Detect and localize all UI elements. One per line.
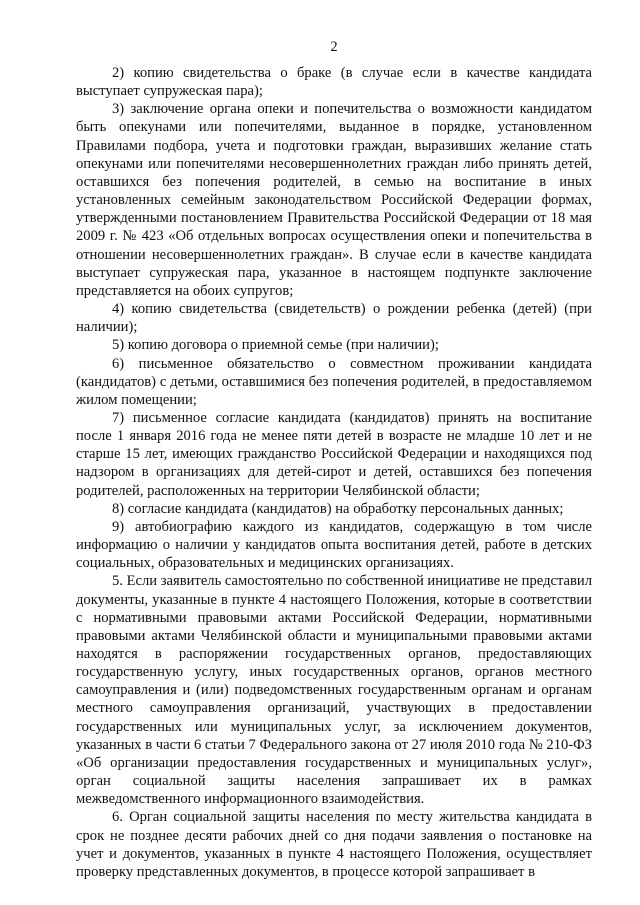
paragraph-item-8: 8) согласие кандидата (кандидатов) на обработку персональных данных; — [112, 500, 564, 517]
paragraph-item-9: 9) автобиографию каждого из кандидатов, содержащую в том числе информацию о наличии у кандидатов опыта воспитания детей, работе в детских социальных, образовательных и медицинских организациях. — [76, 518, 592, 572]
paragraph-clause-6: 6. Орган социальной защиты населения по месту жительства кандидата в срок не позднее десяти рабочих дней со дня подачи заявления о постановке на учет и документов, указанных в пункте 4 настоящего Положения, осуществляет проверку представленных документов, в процессе которой запрашивает в — [76, 809, 592, 880]
paragraph-item-4: 4) копию свидетельства (свидетельств) о рождении ребенка (детей) (при наличии); — [76, 301, 592, 336]
page-number: 2 — [330, 39, 338, 55]
paragraph-item-7: 7) письменное согласие кандидата (кандидатов) принять на воспитание после 1 января 2016 года не менее пяти детей в возрасте не младше 10 лет и не старше 15 лет, имеющих гражданство Российской Федерации и находящихся под надзором в организациях для детей-сирот и детей, оставшихся без попечения родителей, расположенных на территории Челябинской области; — [76, 409, 592, 499]
document-page — [76, 38, 592, 881]
paragraph-item-2: 2) копию свидетельства о браке (в случае если в качестве кандидата выступает супружеская пара); — [76, 65, 592, 100]
paragraph-item-6: 6) письменное обязательство о совместном проживании кандидата (кандидатов) с детьми, оставшимися без попечения родителей, в предоставляемом жилом помещении; — [76, 355, 592, 408]
paragraph-item-3: 3) заключение органа опеки и попечительства о возможности кандидатом быть опекунами или попечителями, выданное в порядке, установленном Правилами подбора, учета и подготовки граждан, выразивших желание стать опекунами или попечителями несовершеннолетних граждан либо принять детей, оставшихся без попечения родителей, в семью на воспитание в иных установленных семейным законодательством Российской Федерации формах, утвержденными постановлением Правительства Российской Федерации от 18 мая 2009 г. № 423 «Об отдельных вопросах осуществления опеки и попечительства в отношении несовершеннолетних граждан». В случае если в качестве кандидата выступает супружеская пара, указанное в настоящем подпункте заключение представляется на обоих супругов; — [76, 101, 592, 299]
paragraph-clause-5: 5. Если заявитель самостоятельно по собственной инициативе не представил документы, указанные в пункте 4 настоящего Положения, которые в соответствии с нормативными правовыми актами Российской Федерации, нормативными правовыми актами Челябинской области и муниципальными правовыми актами находятся в распоряжении государственных органов, предоставляющих государственную услугу, иных государственных органов, органов местного самоуправления и (или) подведомственных государственным органам и органам местного самоуправления организаций, участвующих в предоставлении государственных или муниципальных услуг, за исключением документов, указанных в части 6 статьи 7 Федерального закона от 27 июля 2010 года № 210-ФЗ «Об организации предоставления государственных и муниципальных услуг», орган социальной защиты населения запрашивает их в рамках межведомственного информационного взаимодействия. — [76, 573, 592, 808]
paragraph-item-5: 5) копию договора о приемной семье (при наличии); — [112, 337, 439, 354]
